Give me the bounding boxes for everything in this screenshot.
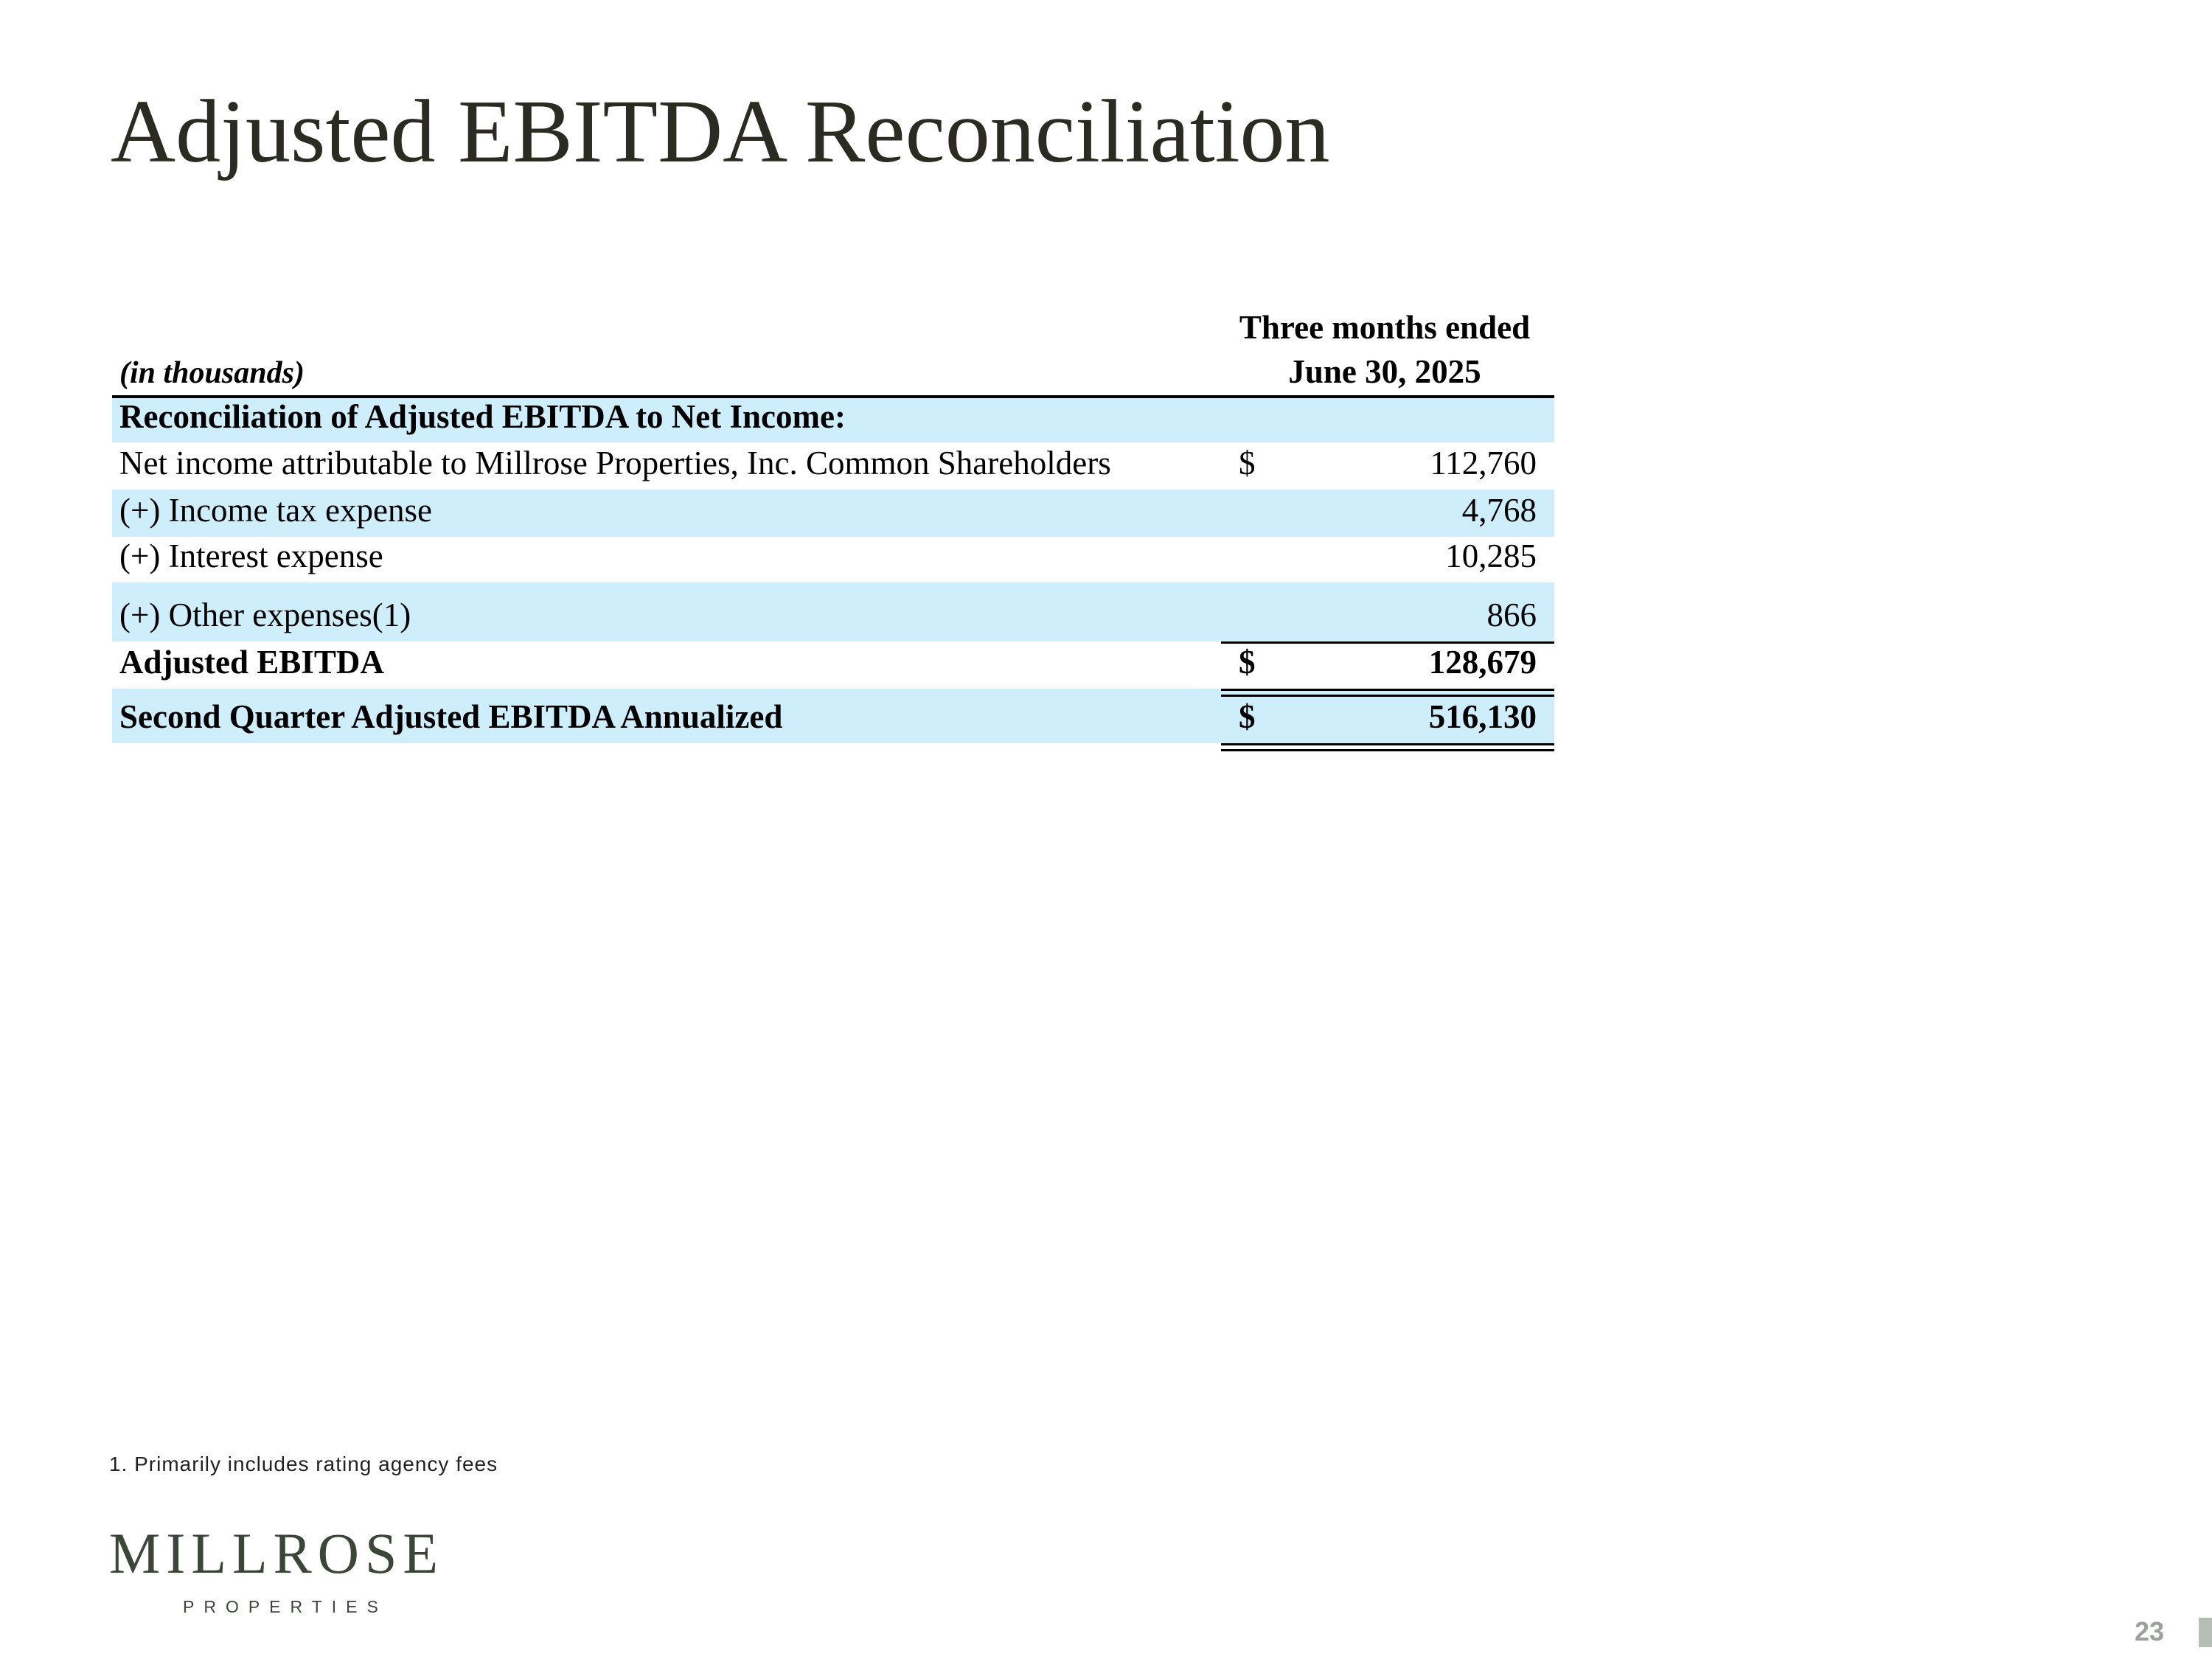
table-header bbox=[112, 304, 1554, 395]
ebitda-reconciliation-table bbox=[112, 304, 1554, 752]
total-row bbox=[112, 641, 1554, 689]
period-header-line1: Three months ended bbox=[1239, 309, 1531, 346]
period-header-line2: June 30, 2025 bbox=[1288, 353, 1481, 390]
annualized-label: Second Quarter Adjusted EBITDA Annualized bbox=[119, 698, 783, 735]
row-value: 112,760 bbox=[1430, 445, 1537, 481]
section-label: Reconciliation of Adjusted EBITDA to Net Income: bbox=[119, 398, 846, 435]
section-row bbox=[112, 398, 1554, 442]
row-label: (+) Income tax expense bbox=[119, 492, 432, 529]
total-double-rule-bottom bbox=[1221, 695, 1554, 697]
page-title: Adjusted EBITDA Reconciliation bbox=[111, 82, 1330, 181]
annualized-double-rule-bottom bbox=[1221, 749, 1554, 751]
page-number: 23 bbox=[2135, 1616, 2165, 1646]
units-label: (in thousands) bbox=[119, 356, 305, 390]
row-value: 4,768 bbox=[1461, 492, 1537, 529]
row-value: 10,285 bbox=[1445, 538, 1537, 574]
annualized-value: 516,130 bbox=[1428, 698, 1537, 735]
annualized-row bbox=[112, 689, 1554, 743]
table-row bbox=[112, 582, 1554, 641]
row-value: 866 bbox=[1486, 597, 1537, 633]
annualized-underline bbox=[112, 743, 1554, 752]
table-row bbox=[112, 442, 1554, 490]
total-currency: $ bbox=[1239, 644, 1256, 681]
total-value: 128,679 bbox=[1428, 644, 1537, 681]
table-row bbox=[112, 490, 1554, 537]
table-row bbox=[112, 537, 1554, 582]
row-label: Net income attributable to Millrose Properties, Inc. Common Shareholders bbox=[119, 445, 1111, 481]
logo-wordmark: MILLROSE bbox=[109, 1521, 444, 1585]
total-double-rule-top bbox=[1221, 689, 1554, 691]
row-currency: $ bbox=[1239, 445, 1256, 481]
page-marker bbox=[2199, 1618, 2212, 1647]
total-label: Adjusted EBITDA bbox=[119, 644, 384, 681]
logo-subtitle: PROPERTIES bbox=[183, 1597, 388, 1616]
annualized-double-rule-top bbox=[1221, 743, 1554, 745]
millrose-logo bbox=[109, 1521, 444, 1617]
row-label: (+) Other expenses(1) bbox=[119, 597, 411, 633]
footnote: 1. Primarily includes rating agency fees bbox=[109, 1453, 498, 1475]
annualized-currency: $ bbox=[1239, 698, 1256, 735]
row-label: (+) Interest expense bbox=[119, 538, 383, 574]
period-header bbox=[1230, 305, 1540, 394]
